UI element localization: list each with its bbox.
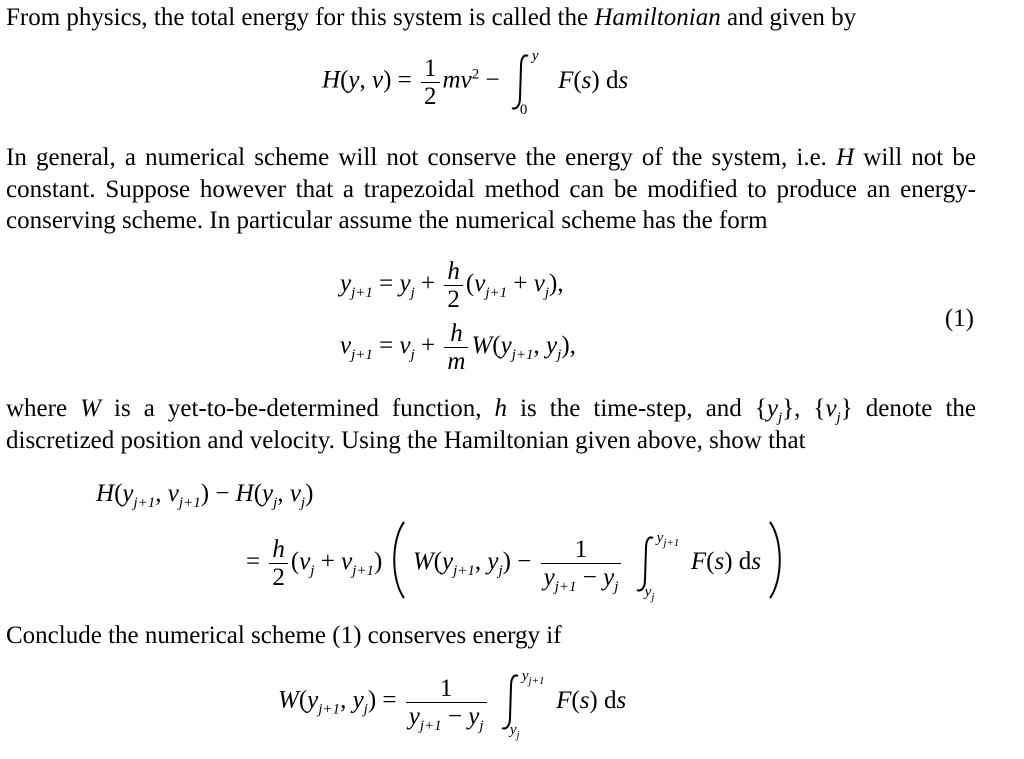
where-text-3: is the time-step, and { [507,395,767,422]
hamiltonian-equation: H(y, v) = $\frac{1}{2}$ $mv^2$ − y 0 F(s) ds [322,48,629,118]
intro-text-end: and given by [720,4,857,31]
intro-text: From physics, the total energy for this system is called the [6,4,595,31]
intro-paragraph [6,2,976,34]
conclusion-paragraph [6,620,976,652]
equation-number: (1) [944,305,974,332]
energy-difference-lhs: $H(y_{j+1}$, $v_{j+1}) - H(y_j$, $v_j$) [96,480,314,511]
energy-difference-rhs: = $\frac{h}{2}$ $(v_j + v_{j+1})$ $W(y_{j+1}$, $y_j$) − $\frac{1}{y_{j+1} - y_j}$ $y_{j+1}$ $y_j$ F(s) ds [246,520,785,607]
scheme-text-b: will not be constant. Suppose however that a trapezoidal method can be modified to produce an energy-conserving scheme. In particular assume the numerical scheme has the form [6,144,976,234]
where-paragraph: where W is a yet-to-be-determined function, h is the time-step, and $\{y_j\}$, $\{v_j\}$ denote the discretized position and velocity. Using the Hamiltonian given above, show that [6,395,976,454]
where-text-1: where [6,395,81,422]
scheme-text-a: In general, a numerical scheme will not conserve the energy of the system, i.e. [6,144,837,171]
scheme-equation-v: $v_{j+1} = v_j$ + $\frac{h}{m}$ $W(y_{j+1}$, $y_j$), [340,320,576,375]
var-h: H [836,144,855,171]
conclusion-text: Conclude the numerical scheme (1) conserves energy if [6,622,562,649]
energy-condition-equation: $W(y_{j+1}$, $y_j$) = $\frac{1}{y_{j+1} - y_j}$ $y_{j+1}$ $y_j$ F(s) ds [278,668,627,741]
where-text-2: is a yet-to-be-determined function, [100,395,495,422]
scheme-equation-y: $y_{j+1} = y_j$ + $\frac{h}{2}$ $(v_{j+1} + v_j)$, [340,258,564,313]
var-w: W [80,395,101,422]
where-text-4: }, { [782,395,826,422]
var-yj: y [766,395,778,422]
hamiltonian-term: Hamiltonian [594,4,721,31]
var-vj: v [825,395,837,422]
scheme-paragraph [6,142,976,237]
where-text-5: } denote the discretized position and velocity. Using the Hamiltonian given above, show that [6,395,976,454]
var-h-step: h [494,395,508,422]
